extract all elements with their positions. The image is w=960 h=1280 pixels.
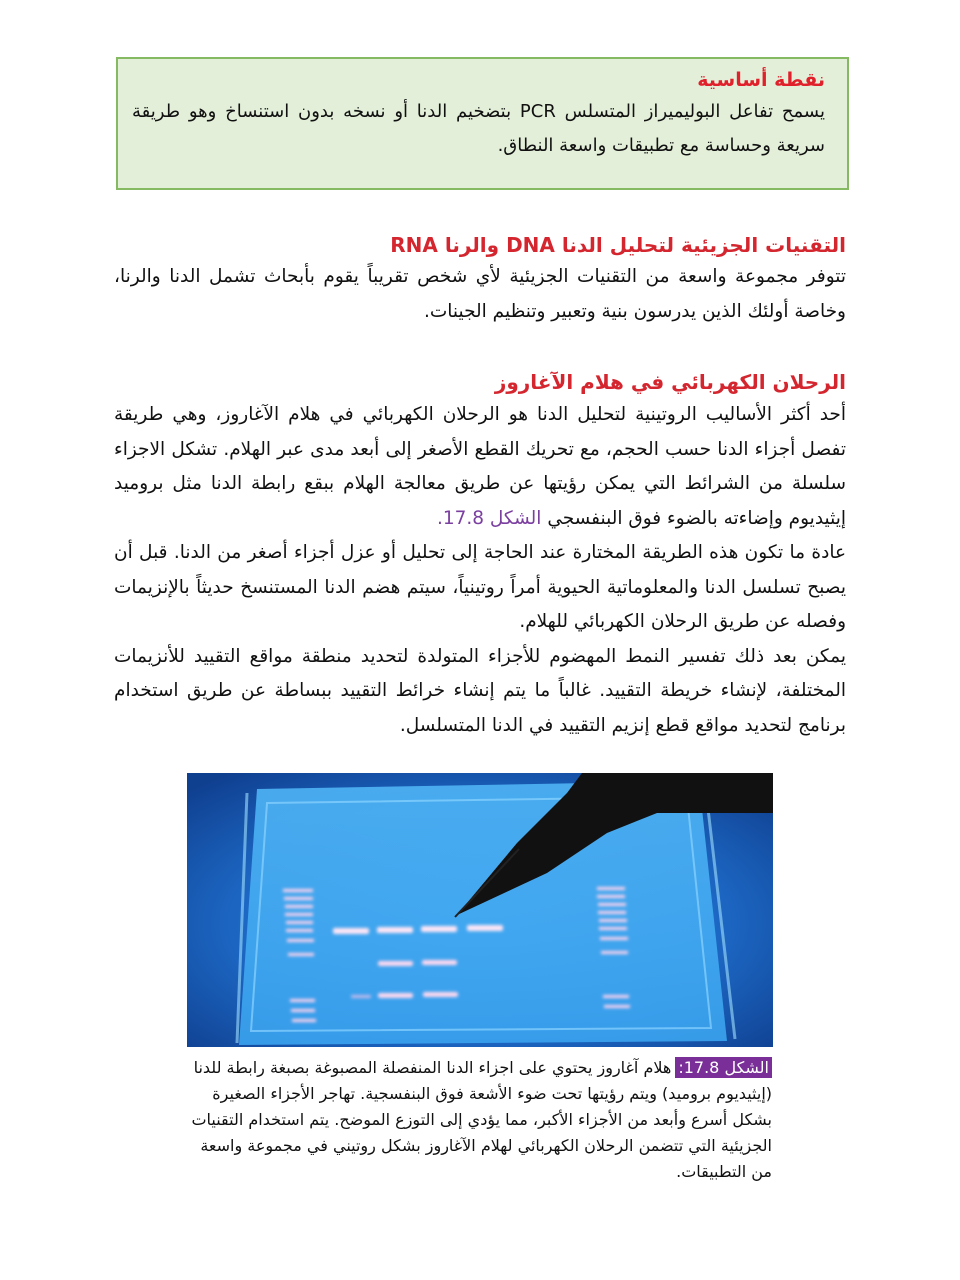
ladder-band (286, 929, 313, 932)
paragraph-electrophoresis-intro-text: أحد أكثر الأساليب الروتينية لتحليل الدنا هو الرحلان الكهربائي في هلام الآغاروز، وهي طريقة تفصل أجزاء الدنا حسب الحجم، مع تحريك القطع الأصغر إلى أبعد مدى عبر الهلام. تشكل الاجزاء سلسلة من الشرائط التي يمكن رؤيتها عن طريق معالجة الهلام ببقع رابطة الدنا مثل بروميد إيثيديوم وإضاءته بالضوء فوق البنفسجي (114, 404, 846, 529)
section-title-agarose-electrophoresis: الرحلان الكهربائي في هلام الآغاروز (494, 370, 846, 394)
paragraph-molecular-techniques: تتوفر مجموعة واسعة من التقنيات الجزيئية لأي شخص تقريباً يقوم بأبحاث تشمل الدنا والرنا، وخاصة أولئك الذين يدرسون بنية وتعبير وتنظيم الجينات. (114, 266, 846, 322)
gel-electrophoresis-photo (187, 773, 773, 1047)
section-text-agarose-electrophoresis (114, 398, 846, 743)
ladder-band (603, 995, 629, 998)
ladder-band (286, 921, 313, 924)
ladder-band (597, 895, 625, 898)
figure-label: الشكل 17.8: (675, 1057, 772, 1078)
key-point-text: يسمح تفاعل البوليميراز المتسلس PCR بتضخيم الدنا أو نسخه بدون استنساخ وهو طريقة سريعة وحساسة مع تطبيقات واسعة النطاق. (132, 101, 826, 156)
section-title-molecular-techniques: التقنيات الجزيئية لتحليل الدنا DNA والرنا RNA (390, 233, 846, 257)
ladder-band (287, 939, 314, 942)
paragraph-electrophoresis-usage: عادة ما تكون هذه الطريقة المختارة عند الحاجة إلى تحليل أو عزل أجزاء أصغر من الدنا. قبل أن يصبح تسلسل الدنا والمعلوماتية الحيوية أمراً روتينياً، سيتم هضم الدنا المستنسخ حديثاً بالإنزيمات وفصله عن طريق الرحلان الكهربائي للهلام. (114, 542, 846, 632)
paragraph-restriction-map: يمكن بعد ذلك تفسير النمط المهضوم للأجزاء المتولدة لتحديد منطقة مواقع التقييد للأنزيمات المختلفة، لإنشاء خريطة التقييد. غالباً ما يتم إنشاء خرائط التقييد ببساطة عن طريق استخدام برنامج لتحديد مواقع قطع إنزيم التقييد في الدنا المتسلسل. (114, 645, 846, 736)
ladder-band (597, 887, 625, 890)
key-point-title: نقطة أساسية (697, 69, 825, 91)
ladder-band (288, 953, 314, 956)
ladder-band (284, 897, 313, 900)
ladder-band (599, 919, 627, 922)
paragraph-electrophoresis-intro (114, 398, 846, 536)
band-large (421, 926, 457, 932)
key-point-box (116, 57, 849, 190)
figure-reference-link[interactable]: الشكل 17.8. (436, 507, 542, 529)
figure-caption-text: هلام آغاروز يحتوي على اجزاء الدنا المنفصلة المصبوغة بصبغة رابطة للدنا (إيثيديوم بروميد) ويتم رؤيتها تحت ضوء الأشعة فوق البنفسجية. تهاجر الأجزاء الصغيرة بشكل أسرع وأبعد من الأجزاء الأكبر، مما يؤدي إلى التوزع الموضح. يتم استخدام التقنيات الجزيئية التي تتضمن الرحلان الكهربائي لهلام الآغاروز بشكل روتيني في مجموعة واسعة من التطبيقات. (191, 1058, 772, 1181)
ladder-band (604, 1005, 630, 1008)
band-faint (351, 995, 371, 998)
gel-photo-illustration (187, 773, 773, 1047)
band-medium (378, 961, 413, 966)
ladder-band (598, 911, 626, 914)
ladder-band (285, 913, 313, 916)
ladder-band (599, 927, 627, 930)
ladder-band (601, 951, 628, 954)
ladder-band (291, 1009, 315, 1012)
band-large (333, 928, 369, 934)
band-small (423, 992, 458, 997)
ladder-band (283, 889, 313, 892)
figure-caption (186, 1055, 772, 1185)
ladder-band (285, 905, 313, 908)
ladder-band (290, 999, 315, 1002)
ladder-band (598, 903, 626, 906)
band-medium (422, 960, 457, 965)
band-large (467, 925, 503, 931)
ladder-band (600, 937, 628, 940)
ladder-band (292, 1019, 316, 1022)
band-large (377, 927, 413, 933)
section-text-molecular-techniques (114, 260, 846, 329)
band-small (378, 993, 413, 998)
